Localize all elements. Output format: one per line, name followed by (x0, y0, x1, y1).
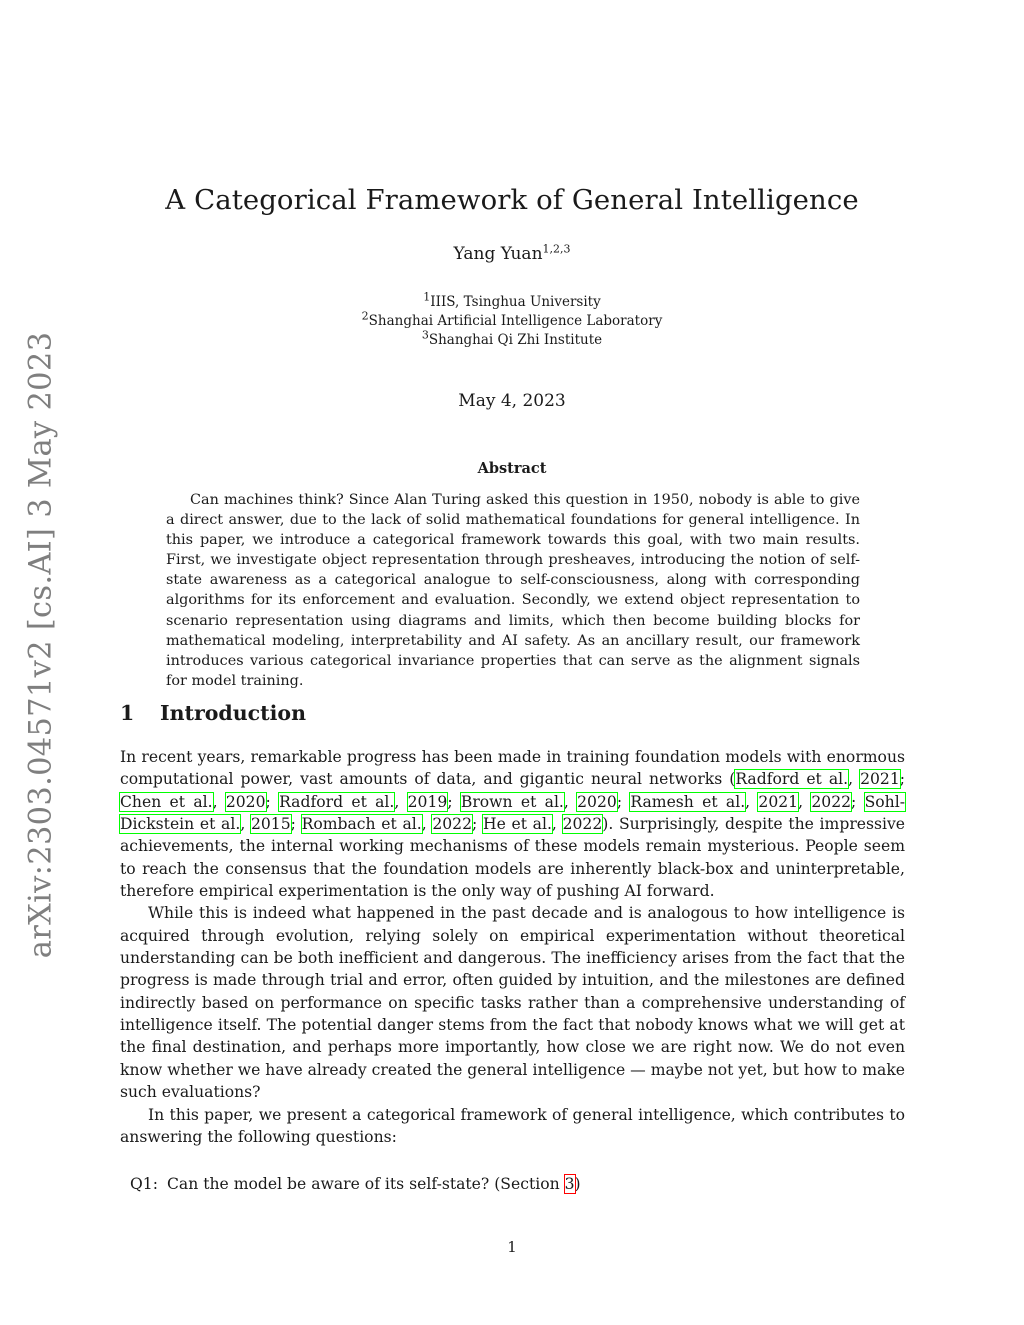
citation-link[interactable]: 2022 (432, 815, 473, 834)
affiliation-2 (0, 309, 1024, 329)
citation-separator: , (421, 815, 433, 834)
affiliation-1 (0, 290, 1024, 310)
abstract-heading: Abstract (477, 460, 547, 477)
paragraph-1 (120, 746, 905, 902)
citation-separator: , (848, 770, 861, 789)
affiliation-2-mark: 2 (361, 309, 369, 323)
author-line (0, 244, 1024, 264)
page-number: 1 (507, 1238, 517, 1256)
affiliation-1-name: IIIS, Tsinghua University (430, 294, 601, 310)
citation-link[interactable]: Radford et al. (279, 792, 395, 811)
citation-link[interactable]: 2022 (811, 792, 852, 811)
citation-link[interactable]: 2021 (860, 770, 900, 789)
citation-separator: , (240, 815, 251, 834)
citation-link[interactable]: Ramesh et al. (630, 792, 746, 811)
citation-link[interactable]: 2020 (225, 792, 266, 811)
affiliation-3-name: Shanghai Qi Zhi Institute (428, 332, 603, 348)
affiliation-3-mark: 3 (421, 328, 429, 342)
section-number: 1 (120, 701, 135, 725)
citation-separator: ; (447, 792, 461, 811)
citation-separator: ; (616, 792, 631, 811)
citation-link[interactable]: 2019 (407, 792, 448, 811)
affiliation-3 (0, 328, 1024, 348)
citation-separator: ; (290, 815, 302, 834)
paragraph-2: While this is indeed what happened in the past decade and is analogous to how intelligence is acquired through evolution, relying solely on empirical experimentation without theoretical understanding can be both inefficient and dangerous. The inefficiency arises from the fact that the progress is made through trial and error, often guided by intuition, and the milestones are defined indirectly based on performance on specific tasks rather than a comprehensive understanding of intelligence itself. The potential danger stems from the fact that nobody knows what we will get at the final destination, and perhaps more importantly, how close we are right now. We do not even know whether we have already created the general intelligence — maybe not yet, but how to make such evaluations? (120, 904, 905, 1102)
citation-separator: ; (472, 815, 483, 834)
citation-separator: , (212, 792, 226, 811)
citation-link[interactable]: Rombach et al. (301, 815, 422, 834)
citation-separator: , (563, 792, 578, 811)
citation-link[interactable]: Chen et al. (120, 792, 213, 811)
citation-link[interactable]: He et al. (482, 815, 552, 834)
affiliation-2-name: Shanghai Artificial Intelligence Laboratory (368, 313, 663, 329)
paragraph-text: ). Surprisingly, despite the impressive achievements, the internal working mechanisms of these models remain mysterious. People seem to reach the consensus that the foundation models are inherently black-box and uninterpretable, therefore empirical experimentation is the only way of pushing AI forward. (120, 815, 906, 901)
citation-link[interactable]: 2021 (758, 792, 799, 811)
citation-separator: , (551, 815, 563, 834)
abstract-body (166, 490, 860, 691)
citation-separator: , (394, 792, 408, 811)
citation-link[interactable]: Sohl-Dickstein et al. (120, 792, 905, 834)
citation-link[interactable]: Radford et al. (735, 770, 849, 789)
author-name: Yang Yuan (453, 244, 543, 264)
citation-link[interactable]: 2022 (562, 815, 603, 834)
introduction-body (120, 746, 905, 1148)
citation-separator: ; (851, 792, 865, 811)
question-q1 (130, 1175, 581, 1193)
paragraph-text: In recent years, remarkable progress has been made in training foundation models with enormous computational power, vast amounts of data, and gigantic neural networks ( (120, 748, 905, 789)
citation-separator: , (798, 792, 812, 811)
author-affiliation-marks: 1,2,3 (542, 242, 571, 256)
citation-link[interactable]: Brown et al. (460, 792, 564, 811)
affiliation-1-mark: 1 (423, 290, 431, 304)
citation-separator: , (745, 792, 759, 811)
paragraph-3: In this paper, we present a categorical framework of general intelligence, which contributes to answering the following questions: (120, 1105, 905, 1146)
citation-link[interactable]: 2020 (577, 792, 617, 811)
citation-separator: ; (265, 792, 280, 811)
section-heading-introduction (120, 701, 306, 725)
question-label: Q1: (130, 1175, 158, 1193)
question-close: ) (574, 1175, 581, 1193)
question-text: Can the model be aware of its self-state? (Section (167, 1175, 565, 1193)
abstract-paragraph: Can machines think? Since Alan Turing asked this question in 1950, nobody is able to give a direct answer, due to the lack of solid mathematical foundations for general intelligence. In this paper, we introduce a categorical framework towards this goal, with two main results. First, we investigate object representation through presheaves, introducing the notion of self-state awareness as a categorical analogue to self-consciousness, along with corresponding algorithms for its enforcement and evaluation. Secondly, we extend object representation to scenario representation using diagrams and limits, which then become building blocks for mathematical modeling, interpretability and AI safety. As an ancillary result, our framework introduces various categorical invariance properties that can serve as the alignment signals for model training. (166, 492, 860, 689)
section-ref-link[interactable]: 3 (564, 1175, 575, 1193)
paper-title: A Categorical Framework of General Intelligence (165, 184, 859, 216)
paper-date: May 4, 2023 (458, 391, 566, 411)
section-title: Introduction (160, 701, 306, 725)
arxiv-stamp-text: arXiv:2303.04571v2 [cs.AI] 3 May 2023 (23, 331, 59, 959)
citation-link[interactable]: 2015 (250, 815, 291, 834)
citation-separator: ; (899, 770, 906, 789)
